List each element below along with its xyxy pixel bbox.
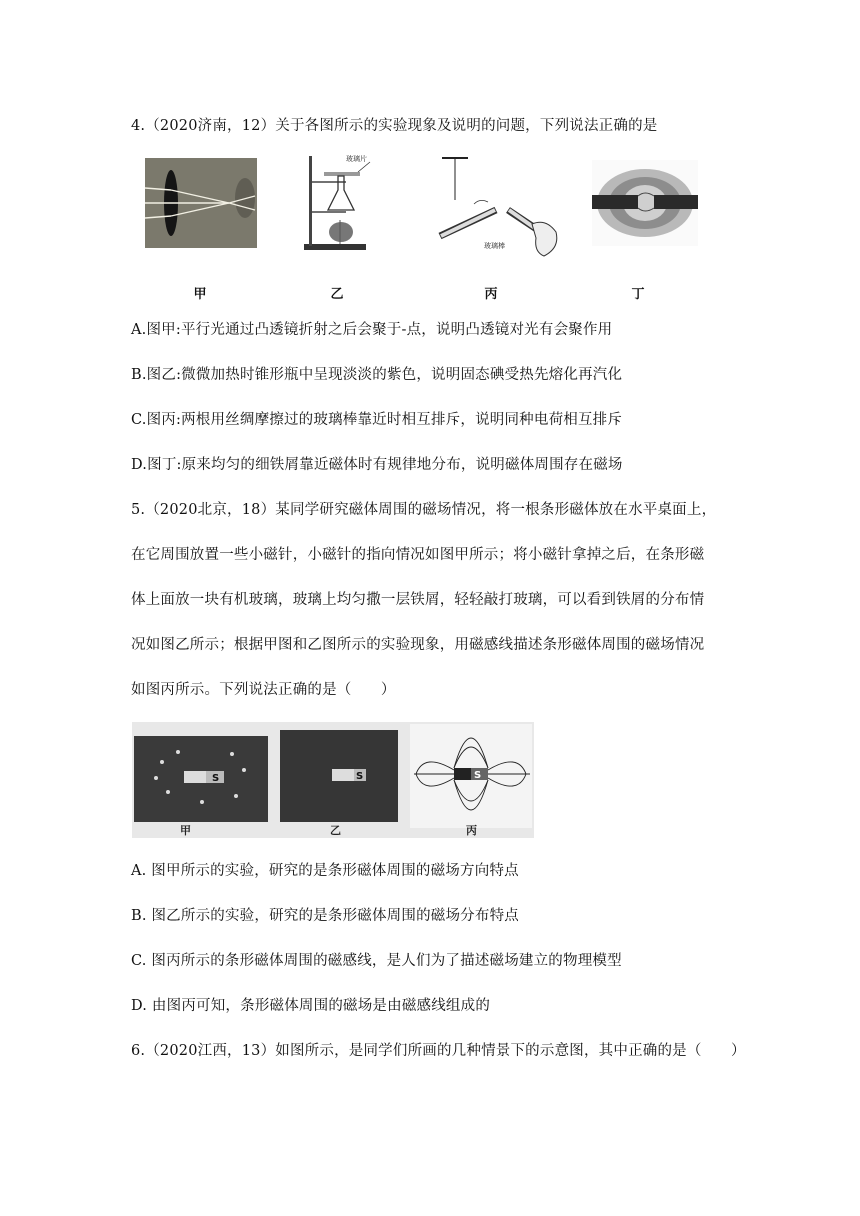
glass-rod-label: 玻璃棒 <box>484 242 505 250</box>
q4-figure-jia-lens <box>145 158 257 248</box>
q4-caption-yi: 乙 <box>330 287 344 302</box>
q4-option-d: D.图丁:原来均匀的细铁屑靠近磁体时有规律地分布，说明磁体周围存在磁场 <box>131 457 623 473</box>
q5-jia-magnet-letter: S <box>212 773 220 784</box>
q4-option-c: C.图丙:两根用丝绸摩擦过的玻璃棒靠近时相互排斥，说明同种电荷相互排斥 <box>131 412 623 428</box>
q4-stem: 4.（2020济南，12）关于各图所示的实验现象及说明的问题，下列说法正确的是 <box>131 118 658 134</box>
q5-option-a: A. 图甲所示的实验，研究的是条形磁体周围的磁场方向特点 <box>131 863 519 879</box>
q4-option-b: B.图乙:微微加热时锥形瓶中呈现淡淡的紫色，说明固态碘受热先熔化再汽化 <box>131 367 623 383</box>
q4-figure-yi-iodine <box>300 152 380 252</box>
q5-option-c: C. 图丙所示的条形磁体周围的磁感线，是人们为了描述磁场建立的物理模型 <box>131 953 622 969</box>
q5-stem-line-3: 体上面放一块有机玻璃，玻璃上均匀撒一层铁屑，轻轻敲打玻璃，可以看到铁屑的分布情 <box>131 592 705 608</box>
q5-bing-magnet-letter: S <box>474 770 482 781</box>
q5-fig-label-yi: 乙 <box>330 824 341 837</box>
q5-option-d: D. 由图丙可知，条形磁体周围的磁场是由磁感线组成的 <box>131 998 491 1014</box>
glass-sheet-label: 玻璃片 <box>346 155 367 163</box>
q4-caption-bing: 丙 <box>484 287 498 302</box>
q4-caption-ding: 丁 <box>631 287 645 302</box>
q5-stem-line-2: 在它周围放置一些小磁针，小磁针的指向情况如图甲所示；将小磁针拿掉之后，在条形磁 <box>131 547 705 563</box>
q5-option-b: B. 图乙所示的实验，研究的是条形磁体周围的磁场分布特点 <box>131 908 519 924</box>
q5-yi-magnet-letter: S <box>356 771 364 782</box>
q5-stem-line-5: 如图丙所示。下列说法正确的是（ ） <box>131 682 396 698</box>
q5-stem-line-4: 况如图乙所示；根据甲图和乙图所示的实验现象，用磁感线描述条形磁体周围的磁场情况 <box>131 637 705 653</box>
q5-figure-strip <box>132 722 534 838</box>
q5-stem-line-1: 5.（2020北京，18）某同学研究磁体周围的磁场情况，将一根条形磁体放在水平桌面上， <box>131 502 717 518</box>
q5-fig-label-bing: 丙 <box>466 824 477 837</box>
q4-option-a: A.图甲:平行光通过凸透镜折射之后会聚于-点，说明凸透镜对光有会聚作用 <box>131 322 613 338</box>
q5-fig-label-jia: 甲 <box>180 824 191 837</box>
q6-stem: 6.（2020江西，13）如图所示，是同学们所画的几种情景下的示意图，其中正确的是（ ） <box>131 1043 746 1059</box>
q4-figure-bing-rods <box>432 152 567 262</box>
q4-caption-jia: 甲 <box>193 287 207 302</box>
q4-figure-ding-filings <box>592 160 698 246</box>
